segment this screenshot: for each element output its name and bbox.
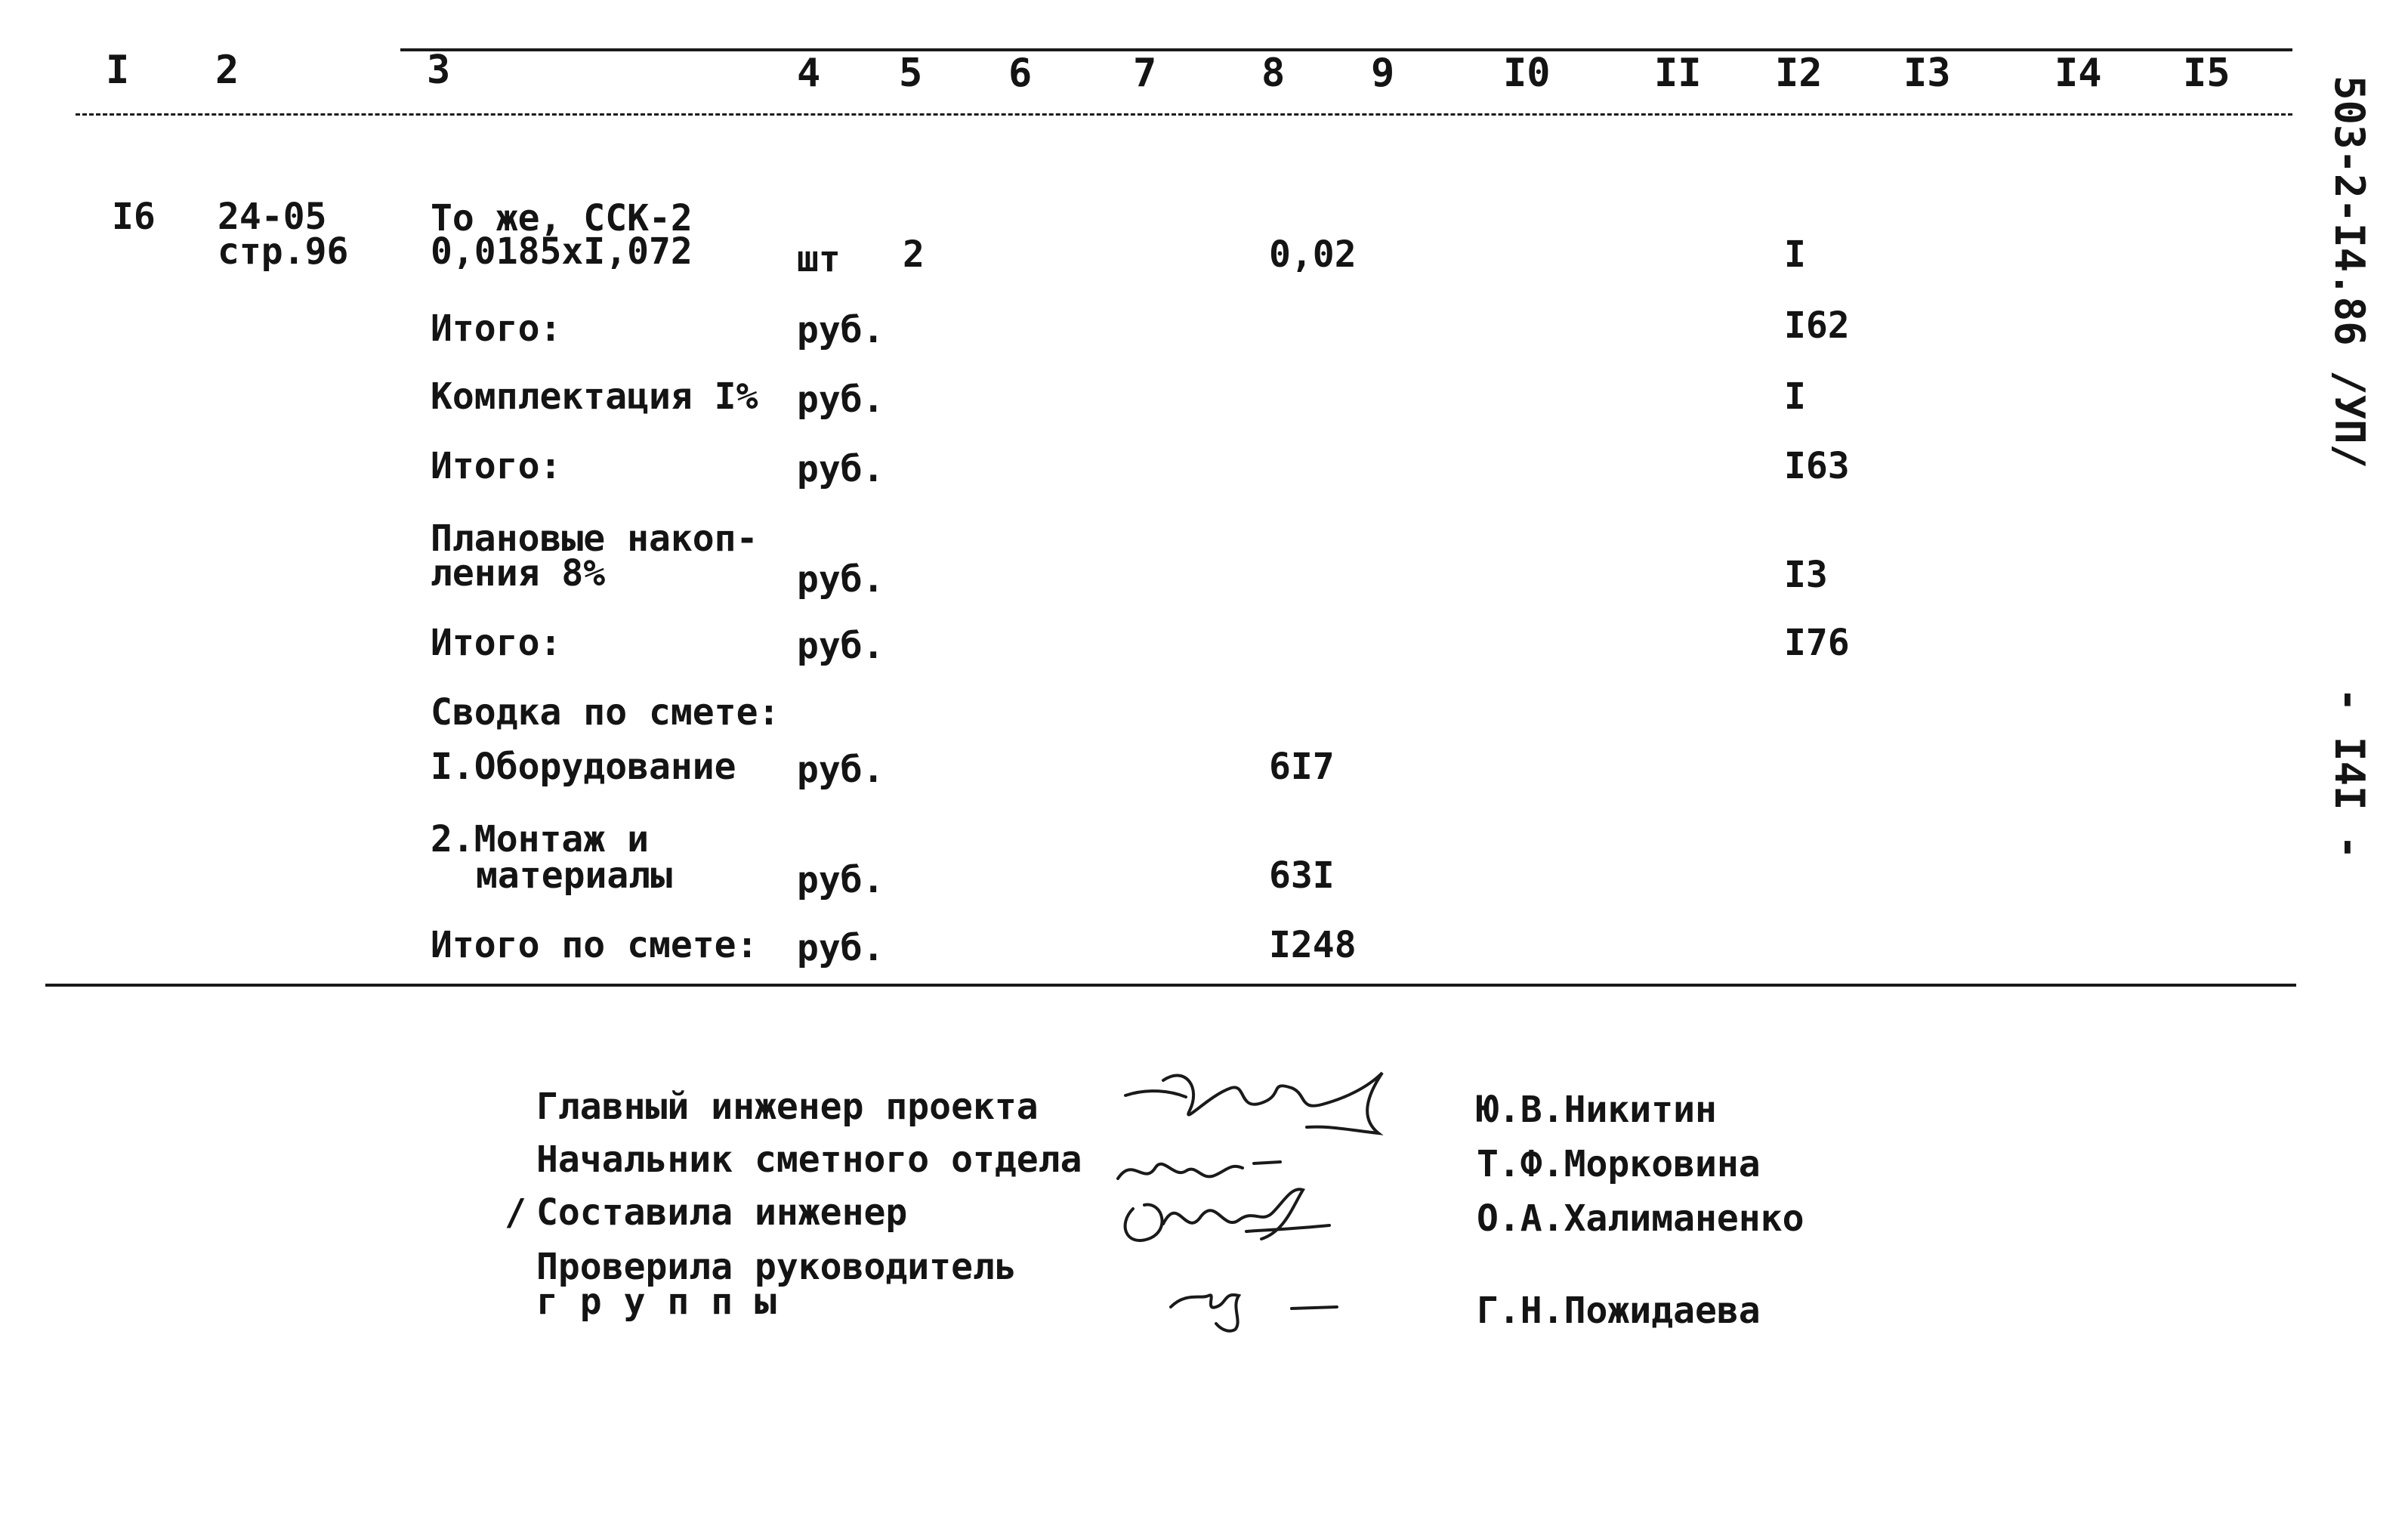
row-description: То же, ССК-2 (431, 197, 693, 239)
summary-mounting-value: 63I (1269, 854, 1335, 897)
total-value: I76 (1784, 622, 1850, 664)
signature-name: О.А.Халиманенко (1477, 1197, 1804, 1240)
summary-mounting-unit: руб. (797, 859, 884, 901)
row-ref: 24-05 (218, 196, 327, 238)
column-header: 2 (215, 48, 239, 93)
column-header: 6 (1008, 51, 1033, 96)
table-bottom-rule (45, 984, 2296, 987)
signature-role: Начальник сметного отдела (536, 1139, 1082, 1181)
signature-role: г р у п п ы (536, 1281, 776, 1323)
row-col12-value: I (1784, 233, 1806, 276)
column-header: I5 (2183, 51, 2230, 96)
total-label: Итого: (431, 622, 562, 664)
planned-savings-unit: руб. (797, 558, 884, 601)
column-header: I2 (1775, 51, 1823, 96)
column-header: I (106, 48, 130, 93)
signature-name: Г.Н.Пожидаева (1477, 1290, 1761, 1332)
summary-total-label: Итого по смете: (431, 924, 758, 966)
slash-mark: / (505, 1191, 526, 1234)
handwritten-signature (1110, 1179, 1337, 1254)
handwritten-signature (1118, 1058, 1405, 1141)
column-header: I3 (1903, 51, 1951, 96)
summary-title: Сводка по смете: (431, 691, 780, 734)
signature-name: Т.Ф.Морковина (1477, 1143, 1761, 1185)
summary-equipment-unit: руб. (797, 749, 884, 791)
top-rule (400, 48, 2292, 51)
page-number: - I4I - (2326, 687, 2373, 860)
completion-unit: руб. (797, 378, 884, 421)
document-code: 503-2-I4.86 /УП/ (2326, 76, 2373, 469)
column-header: 9 (1371, 51, 1395, 96)
total-value: I62 (1784, 304, 1850, 347)
row-ref-page: стр.96 (218, 230, 349, 273)
total-unit: руб. (797, 309, 884, 351)
total-unit: руб. (797, 625, 884, 667)
signature-role: Проверила руководитель (536, 1246, 1017, 1288)
column-header: 7 (1133, 51, 1157, 96)
header-bottom-rule (76, 113, 2292, 116)
column-header: 8 (1261, 51, 1286, 96)
signature-role: Главный инженер проекта (536, 1086, 1039, 1128)
completion-label: Комплектация I% (431, 375, 758, 418)
row-quantity: 2 (903, 233, 925, 276)
planned-savings-value: I3 (1784, 554, 1828, 596)
signature-name: Ю.В.Никитин (1477, 1089, 1717, 1131)
summary-mounting-label: материалы (476, 854, 673, 897)
planned-savings-label: Плановые накоп- (431, 518, 758, 560)
column-header: 4 (797, 51, 821, 96)
column-header: II (1654, 51, 1702, 96)
row-number: I6 (112, 196, 156, 238)
summary-mounting-label: 2.Монтаж и (431, 818, 649, 860)
summary-total-value: I248 (1269, 924, 1357, 966)
completion-value: I (1784, 375, 1806, 418)
handwritten-signature (1163, 1269, 1390, 1337)
summary-total-unit: руб. (797, 927, 884, 969)
summary-equipment-value: 6I7 (1269, 746, 1335, 788)
column-header: 3 (427, 48, 451, 93)
planned-savings-label: ления 8% (431, 552, 606, 595)
row-col8-value: 0,02 (1269, 233, 1357, 276)
column-header: 5 (899, 51, 923, 96)
signature-role: Составила инженер (536, 1191, 908, 1234)
column-header: I0 (1503, 51, 1551, 96)
row-unit: шт (797, 238, 841, 280)
column-header: I4 (2055, 51, 2102, 96)
total-unit: руб. (797, 448, 884, 490)
total-label: Итого: (431, 307, 562, 350)
summary-equipment-label: I.Оборудование (431, 746, 736, 788)
row-dimensions: 0,0185xI,072 (431, 230, 693, 273)
total-label: Итого: (431, 445, 562, 487)
total-value: I63 (1784, 445, 1850, 487)
